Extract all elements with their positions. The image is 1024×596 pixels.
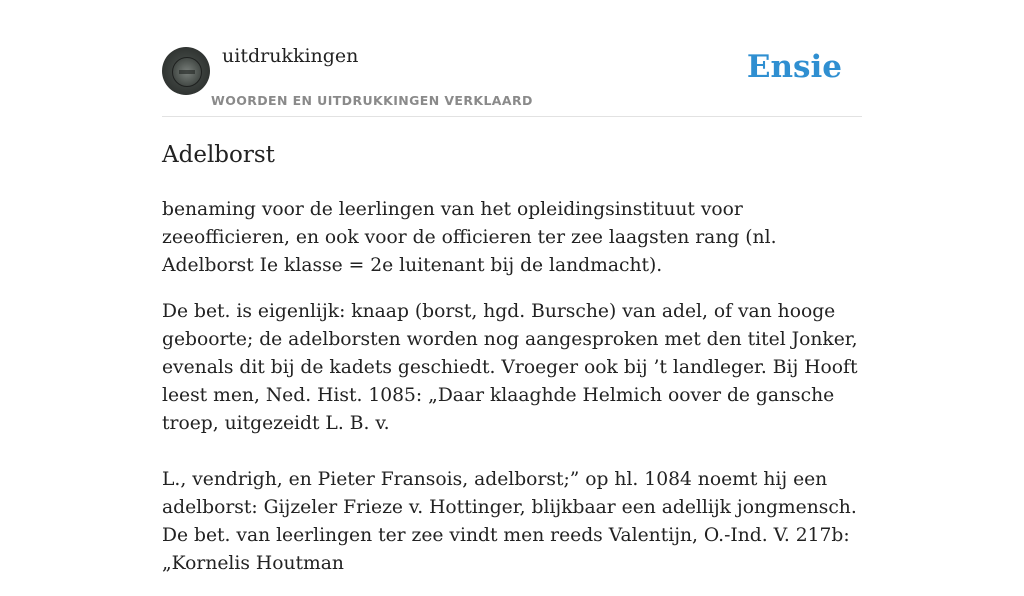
article-paragraph-1: benaming voor de leerlingen van het opleidingsinstituut voor zeeofficieren, en ook voor de officieren ter zee laagsten rang (nl. Adelborst Ie klasse = 2e luitenant bij de landmacht). (162, 199, 777, 276)
article-paragraph-2: De bet. is eigenlijk: knaap (borst, hgd. Bursche) van adel, of van hooge geboorte; de adelborsten worden nog aangesproken met den titel Jonker, evenals dit bij de kadets geschiedt. Vroeger ook bij ’t landleger. Bij Hooft leest men, Ned. Hist. 1085: „Daar klaaghde Helmich oover de gansche troep, uitgezeidt L. B. v. (162, 301, 858, 434)
coin-avatar-inner (172, 57, 202, 87)
site-name-link[interactable]: uitdrukkingen (222, 45, 359, 67)
site-header (162, 0, 862, 117)
ensie-logo-link[interactable]: Ensie (746, 49, 842, 85)
site-tagline: WOORDEN EN UITDRUKKINGEN VERKLAARD (211, 93, 533, 108)
article-paragraph-3: L., vendrigh, en Pieter Fransois, adelborst;” op hl. 1084 noemt hij een adelborst: Gijzeler Frieze v. Hottinger, blijkbaar een adellijk jongmensch. De bet. van leerlingen ter zee vindt men reeds Valentijn, O.-Ind. V. 217b: „Kornelis Houtman (162, 469, 857, 574)
coin-avatar-icon[interactable] (162, 47, 210, 95)
article-title: Adelborst (162, 142, 275, 168)
article (162, 138, 862, 596)
